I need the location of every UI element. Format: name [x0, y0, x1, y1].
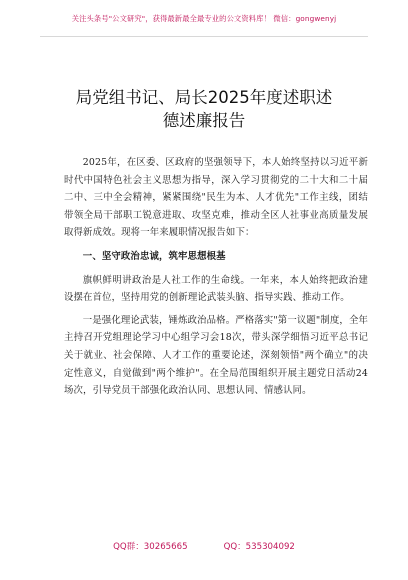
section-heading: 一、坚守政治忠诚，筑牢思想根基 — [82, 250, 226, 262]
intro-paragraph: 2025年，在区委、区政府的坚强领导下，本人始终坚持以习近平新时代中国特色社会主义思想为指导，深入学习贯彻党的二十大和二十届二中、三中全会精神，紧紧围绕"民生为本、人才优先"工作主线，团结带领全局干部职工锐意进取、攻坚克难，推动全区人社事业高质量发展取得新成效。现将一年来履职情况报告如下： — [64, 157, 368, 239]
title-line-2: 德述廉报告 — [162, 111, 246, 130]
header-divider — [40, 36, 368, 37]
footer-contact — [0, 540, 408, 552]
header-banner: 关注头条号"公文研究"，获得最新最全最专业的公文资料库！ 微信：gongwenyj — [71, 14, 337, 23]
body-paragraph: 一是强化理论武装，锤炼政治品格。严格落实"第一议题"制度，全年主持召开党组理论学习中心组学习会18次，带头深学细悟习近平总书记关于就业、社会保障、人才工作的重要论述，深刻领悟"两个确立"的决定性意义，自觉做到"两个维护"。在全局范围组织开展主题党日活动24场次，引导党员干部强化政治认同、思想认同、情感认同。 — [64, 314, 368, 397]
body-paragraph: 旗帜鲜明讲政治是人社工作的生命线。一年来，本人始终把政治建设摆在首位，坚持用党的创新理论武装头脑、指导实践、推动工作。 — [64, 274, 368, 304]
footer-qq-group: QQ群：30265665 — [113, 542, 188, 552]
footer-qq: QQ：535304092 — [223, 542, 295, 552]
title-line-1: 局党组书记、局长2025年度述职述 — [75, 88, 333, 107]
document-body — [64, 154, 368, 405]
document-title — [40, 86, 368, 132]
